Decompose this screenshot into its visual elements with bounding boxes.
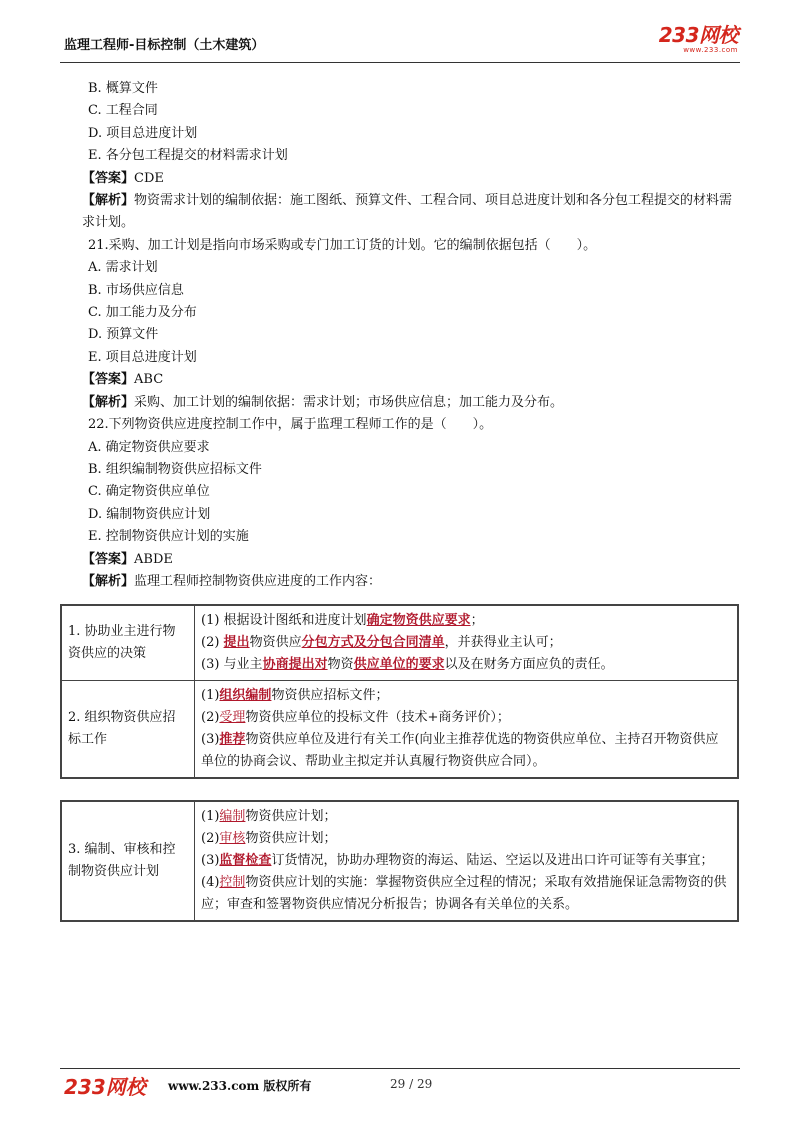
q20-option-e: E. 各分包工程提交的材料需求计划 bbox=[88, 148, 288, 164]
content-line: (3) 与业主协商提出对物资供应单位的要求以及在财务方面应负的责任。 bbox=[201, 657, 614, 672]
q22-stem: 22.下列物资供应进度控制工作中，属于监理工程师工作的是（ ）。 bbox=[88, 417, 493, 433]
analysis-label: 【解析】 bbox=[82, 573, 135, 589]
answer-value: ABC bbox=[134, 372, 164, 388]
table-row bbox=[61, 681, 738, 779]
table-row bbox=[61, 605, 738, 681]
header-title: 监理工程师-目标控制（土木建筑） bbox=[64, 38, 265, 53]
content-line: (1)编制物资供应计划； bbox=[201, 809, 337, 824]
answer-value: CDE bbox=[134, 170, 164, 186]
row-content bbox=[195, 681, 739, 779]
q22-option-d: D. 编制物资供应计划 bbox=[88, 506, 211, 522]
table-row bbox=[61, 801, 738, 921]
page-number: 29 / 29 bbox=[390, 1077, 433, 1091]
answer-label: 【答案】 bbox=[82, 170, 135, 186]
answer-value: ABDE bbox=[134, 551, 173, 567]
q21-option-e: E. 项目总进度计划 bbox=[88, 349, 197, 365]
content-line: (1)组织编制物资供应招标文件； bbox=[201, 688, 389, 703]
q20-analysis bbox=[60, 190, 740, 235]
analysis-label: 【解析】 bbox=[82, 394, 135, 410]
q21-option-c: C. 加工能力及分布 bbox=[88, 305, 197, 321]
q22-option-b: B. 组织编制物资供应招标文件 bbox=[88, 461, 262, 477]
page-footer bbox=[60, 1068, 740, 1099]
supervision-work-table-2 bbox=[60, 800, 739, 922]
content-line: (2)受理物资供应单位的投标文件（技术+商务评价）； bbox=[201, 710, 510, 725]
brand-logo bbox=[659, 24, 738, 54]
supervision-work-table-1 bbox=[60, 604, 739, 779]
content-line: (3)推荐物资供应单位及进行有关工作(向业主推荐优选的物资供应单位、主持召开物资供应单位的协商会议、帮助业主拟定并认真履行物资供应合同）。 bbox=[201, 732, 719, 769]
q21-analysis bbox=[60, 392, 740, 414]
content-line: (2)审核物资供应计划； bbox=[201, 831, 337, 846]
q20-option-c: C. 工程合同 bbox=[88, 103, 158, 119]
q22-option-e: E. 控制物资供应计划的实施 bbox=[88, 529, 249, 545]
content-line: (3)监督检查订货情况，协助办理物资的海运、陆运、空运以及进出口许可证等有关事宜； bbox=[201, 853, 714, 868]
q20-option-d: D. 项目总进度计划 bbox=[88, 125, 198, 141]
logo-text: 233网校 bbox=[658, 23, 738, 47]
q22-option-c: C. 确定物资供应单位 bbox=[88, 484, 210, 500]
q20-option-b: B. 概算文件 bbox=[88, 81, 158, 96]
analysis-text: 采购、加工计划的编制依据：需求计划；市场供应信息；加工能力及分布。 bbox=[134, 394, 564, 410]
row-content bbox=[195, 801, 739, 921]
row-label: 2. 组织物资供应招标工作 bbox=[61, 681, 195, 779]
content-line: (2) 提出物资供应分包方式及分包合同清单，并获得业主认可； bbox=[201, 635, 562, 650]
row-label: 1. 协助业主进行物资供应的决策 bbox=[61, 605, 195, 681]
q22-option-a: A. 确定物资供应要求 bbox=[88, 439, 210, 455]
q22-analysis bbox=[60, 571, 740, 593]
page-header bbox=[60, 24, 740, 63]
q21-stem: 21.采购、加工计划是指向市场采购或专门加工订货的计划。它的编制依据包括（ ）。 bbox=[88, 237, 597, 253]
analysis-text: 物资需求计划的编制依据：施工图纸、预算文件、工程合同、项目总进度计划和各分包工程提交的材料需求计划。 bbox=[82, 193, 733, 231]
q22-answer bbox=[60, 549, 740, 571]
q20-answer bbox=[60, 168, 740, 190]
row-label: 3. 编制、审核和控制物资供应计划 bbox=[61, 801, 195, 921]
document-body bbox=[60, 78, 740, 593]
q21-answer bbox=[60, 369, 740, 391]
footer-logo: 233网校 bbox=[64, 1075, 146, 1099]
analysis-label: 【解析】 bbox=[82, 193, 135, 209]
content-line: (1) 根据设计图纸和进度计划确定物资供应要求； bbox=[201, 613, 484, 628]
row-content bbox=[195, 605, 739, 681]
q21-option-d: D. 预算文件 bbox=[88, 327, 159, 343]
logo-url: www.233.com bbox=[683, 46, 738, 54]
content-line: (4)控制物资供应计划的实施：掌握物资供应全过程的情况；采取有效措施保证急需物资的供应；审查和签署物资供应情况分析报告；协调各有关单位的关系。 bbox=[201, 875, 727, 912]
analysis-text: 监理工程师控制物资供应进度的工作内容： bbox=[134, 573, 382, 589]
copyright-text: www.233.com 版权所有 bbox=[168, 1079, 312, 1093]
answer-label: 【答案】 bbox=[82, 372, 135, 388]
q21-option-b: B. 市场供应信息 bbox=[88, 282, 184, 298]
answer-label: 【答案】 bbox=[82, 551, 135, 567]
q21-option-a: A. 需求计划 bbox=[88, 260, 158, 276]
